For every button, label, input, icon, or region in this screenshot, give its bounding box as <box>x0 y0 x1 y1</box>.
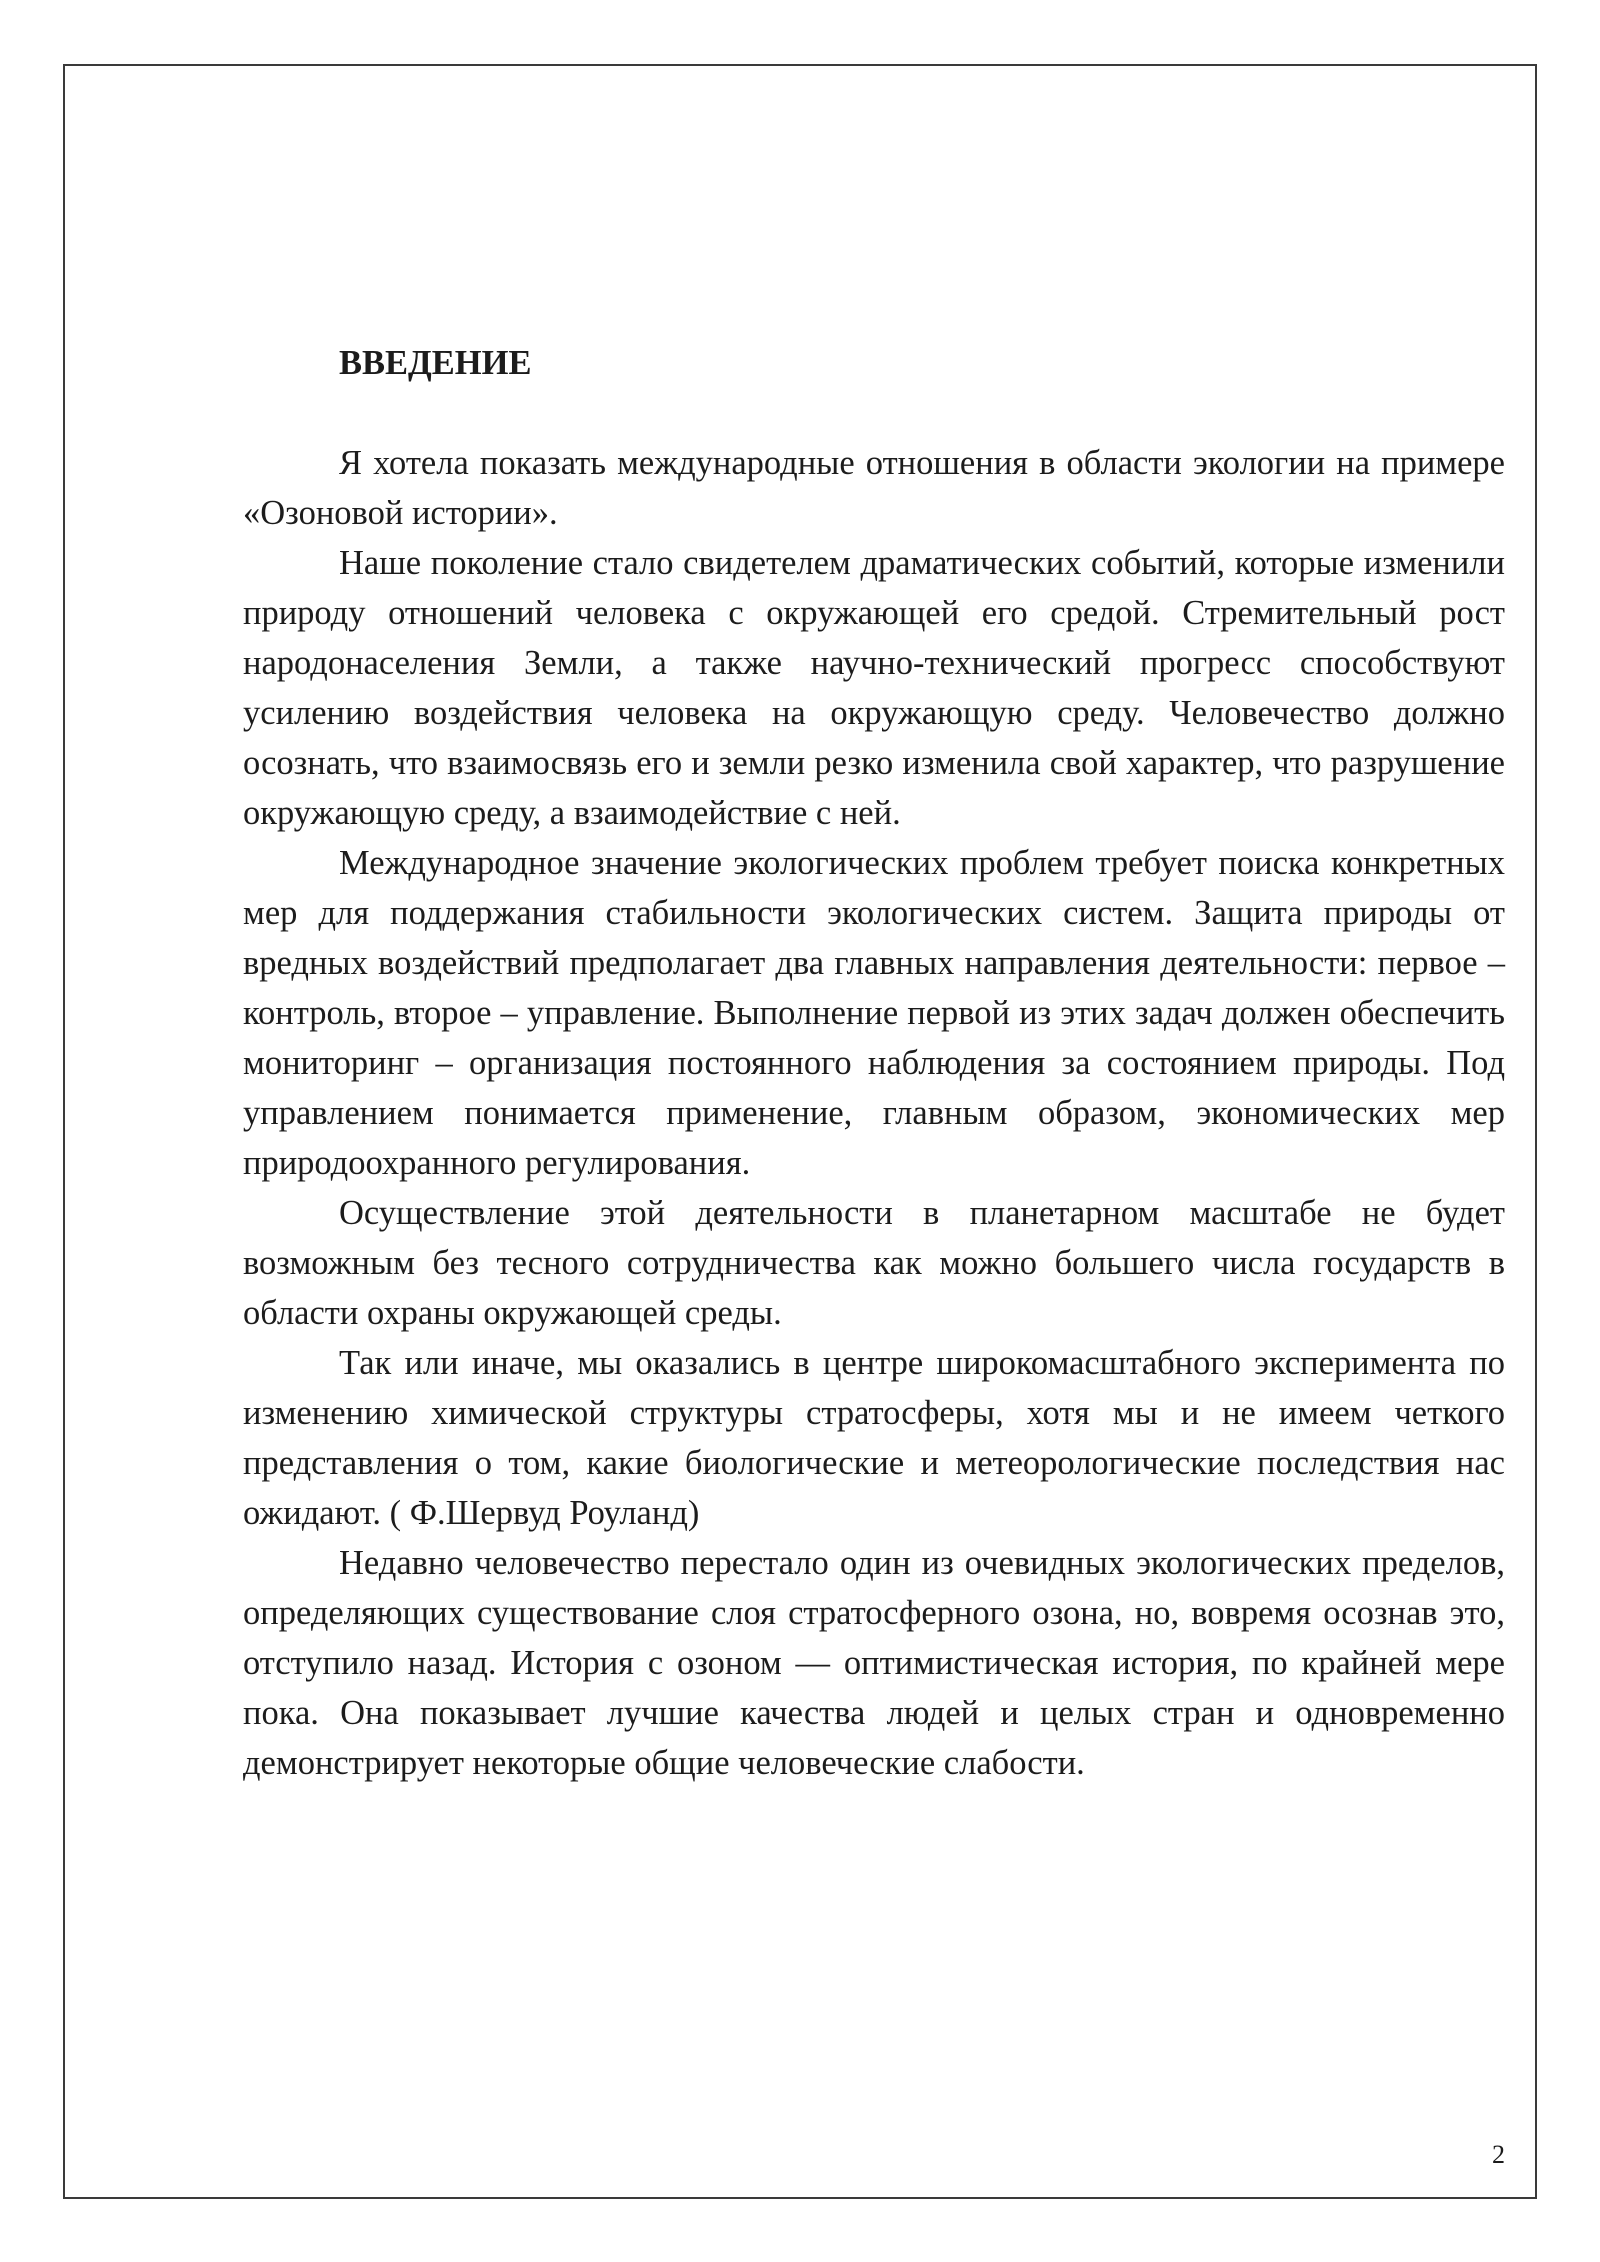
paragraph-international-significance: Международное значение экологических проблем требует поиска конкретных мер для поддержания стабильности экологических систем. Защита природы от вредных воздействий предполагает два главных направления деятельности: первое – контроль, второе – управление. Выполнение первой из этих задач должен обеспечить мониторинг – организация постоянного наблюдения за состоянием природы. Под управлением понимается применение, главным образом, экономических мер природоохранного регулирования. <box>243 844 1505 1182</box>
paragraph-intro: Я хотела показать международные отношения в области экологии на примере «Озоновой истории». <box>243 444 1505 532</box>
document-body <box>243 338 1505 1788</box>
paragraph-experiment-quote: Так или иначе, мы оказались в центре широкомасштабного эксперимента по изменению химической структуры стратосферы, хотя мы и не имеем четкого представления о том, какие биологические и метеорологические последствия нас ожидают. ( Ф.Шервуд Роуланд) <box>243 1344 1505 1532</box>
section-heading: ВВЕДЕНИЕ <box>339 344 532 382</box>
paragraph-generation: Наше поколение стало свидетелем драматических событий, которые изменили природу отношений человека с окружающей его средой. Стремительный рост народонаселения Земли, а также научно-технический прогресс способствуют усилению воздействия человека на окружающую среду. Человечество должно осознать, что взаимосвязь его и земли резко изменила свой характер, что разрушение окружающую среду, а взаимодействие с ней. <box>243 544 1505 832</box>
paragraph-cooperation: Осуществление этой деятельности в планетарном масштабе не будет возможным без тесного сотрудничества как можно большего числа государств в области охраны окружающей среды. <box>243 1194 1505 1332</box>
page-number: 2 <box>1492 2140 1505 2169</box>
paragraph-ozone-history: Недавно человечество перестало один из очевидных экологических пределов, определяющих существование слоя стратосферного озона, но, вовремя осознав это, отступило назад. История с озоном — оптимистическая история, по крайней мере пока. Она показывает лучшие качества людей и целых стран и одновременно демонстрирует некоторые общие человеческие слабости. <box>243 1544 1505 1782</box>
